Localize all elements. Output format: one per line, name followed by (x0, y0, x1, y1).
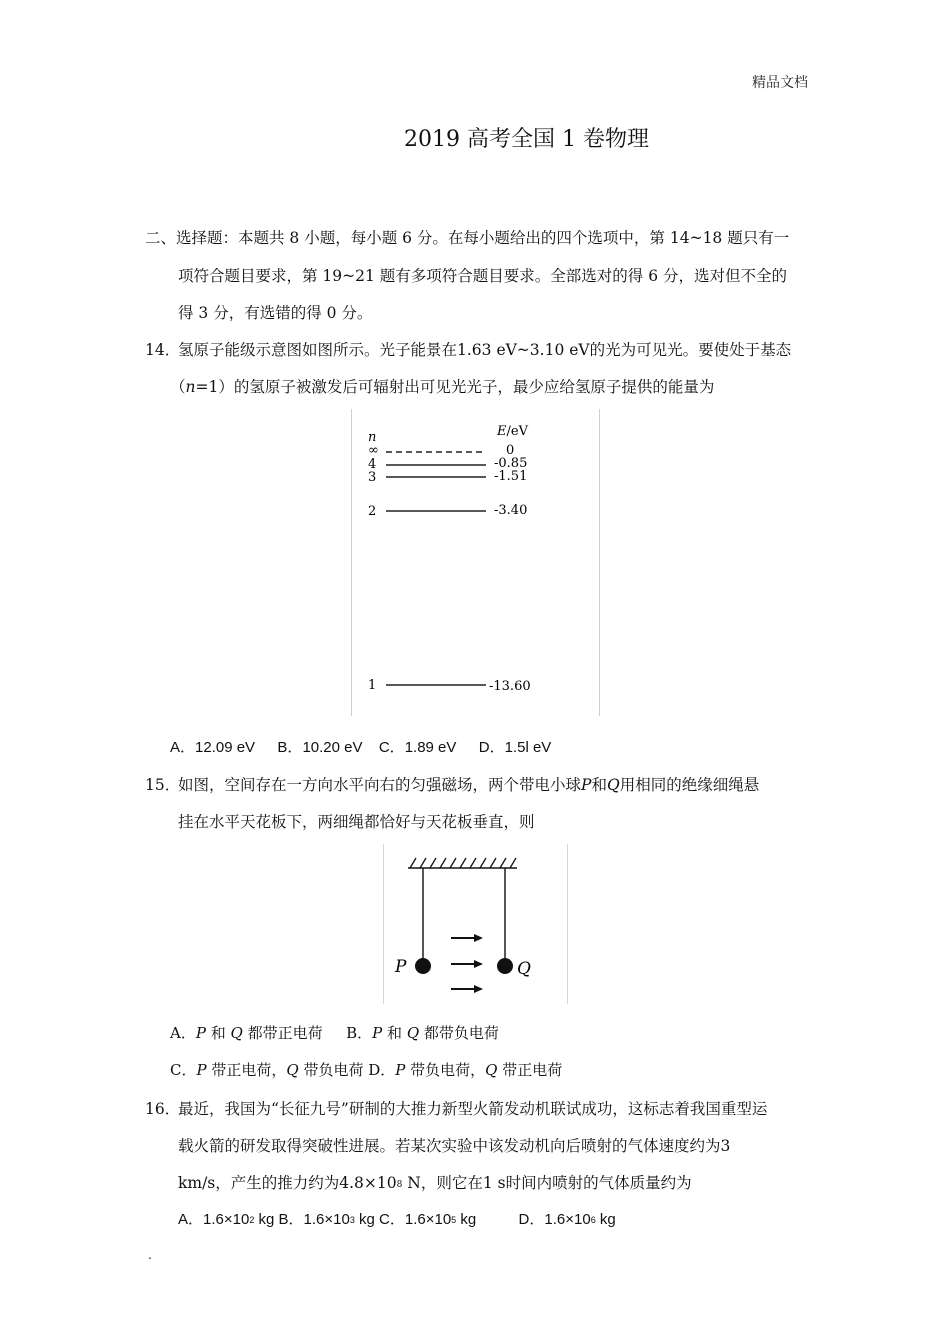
q14-number: 14． (145, 341, 181, 359)
q14-line-2-pre: （ (170, 378, 186, 396)
q15-line-1: 如图，空间存在一方向水平向右的匀强磁场，两个带电小球P和Q用相同的绝缘细绳悬 (178, 776, 760, 794)
q15-option-c[interactable]: C．P 带正电荷，Q 带负电荷 (170, 1061, 364, 1079)
n-axis-label: n (368, 430, 377, 445)
level-inf-n: ∞ (368, 443, 379, 458)
header-mark: 精品文档 (752, 75, 808, 91)
label-p: P (395, 957, 407, 977)
level-2-n: 2 (368, 504, 377, 519)
q16-number: 16． (145, 1100, 181, 1118)
q14-line-1: 氢原子能级示意图如图所示。光子能景在1.63 eV~3.10 eV的光为可见光。要使处于基态 (178, 341, 792, 359)
q14-line-2-post: =1）的氢原子被激发后可辐射出可见光光子，最少应给氢原子提供的能量为 (195, 378, 715, 396)
q15-options-row-2 (170, 1059, 562, 1080)
section-line-1: 二、选择题：本题共 8 小题，每小题 6 分。在每小题给出的四个选项中，第 14~18 题只有一 (145, 229, 790, 247)
level-1-n: 1 (368, 678, 377, 693)
q15-line-2: 挂在水平天花板下，两细绳都恰好与天花板垂直，则 (178, 813, 535, 831)
q14-option-a[interactable]: A．12.09 eV (170, 739, 256, 756)
q16-line-2: 载火箭的研发取得突破性进展。若某次实验中该发动机向后喷射的气体速度约为3 (178, 1137, 731, 1155)
pendulum-diagram (383, 844, 568, 1004)
q14-option-c[interactable]: C．1.89 eV (378, 739, 457, 756)
level-1-e: -13.60 (489, 679, 531, 694)
label-q: Q (517, 959, 531, 979)
q15-option-d[interactable]: D．P 带负电荷，Q 带正电荷 (368, 1061, 563, 1079)
level-4-e: -0.85 (494, 456, 528, 471)
e-axis-label: E/eV (497, 424, 528, 439)
q14-option-b[interactable]: B．10.20 eV (277, 739, 363, 756)
page-title: 2019 高考全国 1 卷物理 (404, 127, 649, 152)
q15-option-a[interactable]: A．P 和 Q 都带正电荷 (170, 1024, 323, 1042)
q14-line-2 (170, 375, 714, 397)
level-3-n: 3 (368, 470, 377, 485)
q16-option-a[interactable]: A．$1.6\times 10^2$ kg (178, 1211, 275, 1228)
q15-options-row-1 (170, 1022, 499, 1043)
level-3-e: -1.51 (494, 469, 528, 484)
ball-q (497, 958, 513, 974)
q16-line-1: 最近，我国为“长征九号”研制的大推力新型火箭发动机联试成功，这标志着我国重型运 (178, 1100, 768, 1118)
q15-number: 15． (145, 776, 181, 794)
q14-line-2-n: n (185, 378, 196, 396)
q16-line-3: km/s，产生的推力约为$4.8\times 10^8$ N，则它在1 s时间内喷射的气体质量约为 (178, 1174, 692, 1192)
energy-level-diagram (351, 409, 601, 716)
field-arrow-middle (451, 960, 483, 968)
q14-option-d[interactable]: D．1.5l eV (478, 739, 552, 756)
ceiling (408, 858, 517, 868)
q16-option-c[interactable]: C．$1.6\times 10^5$ kg (379, 1211, 477, 1228)
ball-p (415, 958, 431, 974)
level-2-e: -3.40 (494, 503, 528, 518)
field-arrow-bottom (451, 985, 483, 993)
field-arrow-top (451, 934, 483, 942)
q16-option-b[interactable]: B．$1.6\times 10^3$ kg (278, 1211, 375, 1228)
q16-options (178, 1208, 616, 1229)
q14-options (170, 736, 551, 757)
footer-dot: . (148, 1248, 152, 1262)
level-inf-e: 0 (506, 443, 515, 458)
q15-option-b[interactable]: B．P 和 Q 都带负电荷 (346, 1024, 499, 1042)
section-line-2: 项符合题目要求，第 19~21 题有多项符合题目要求。全部选对的得 6 分，选对但不全的 (178, 267, 788, 285)
q16-option-d[interactable]: D．$1.6\times 10^6$ kg (518, 1211, 616, 1228)
level-4-n: 4 (368, 457, 377, 472)
section-line-3: 得 3 分，有选错的得 0 分。 (178, 304, 373, 322)
